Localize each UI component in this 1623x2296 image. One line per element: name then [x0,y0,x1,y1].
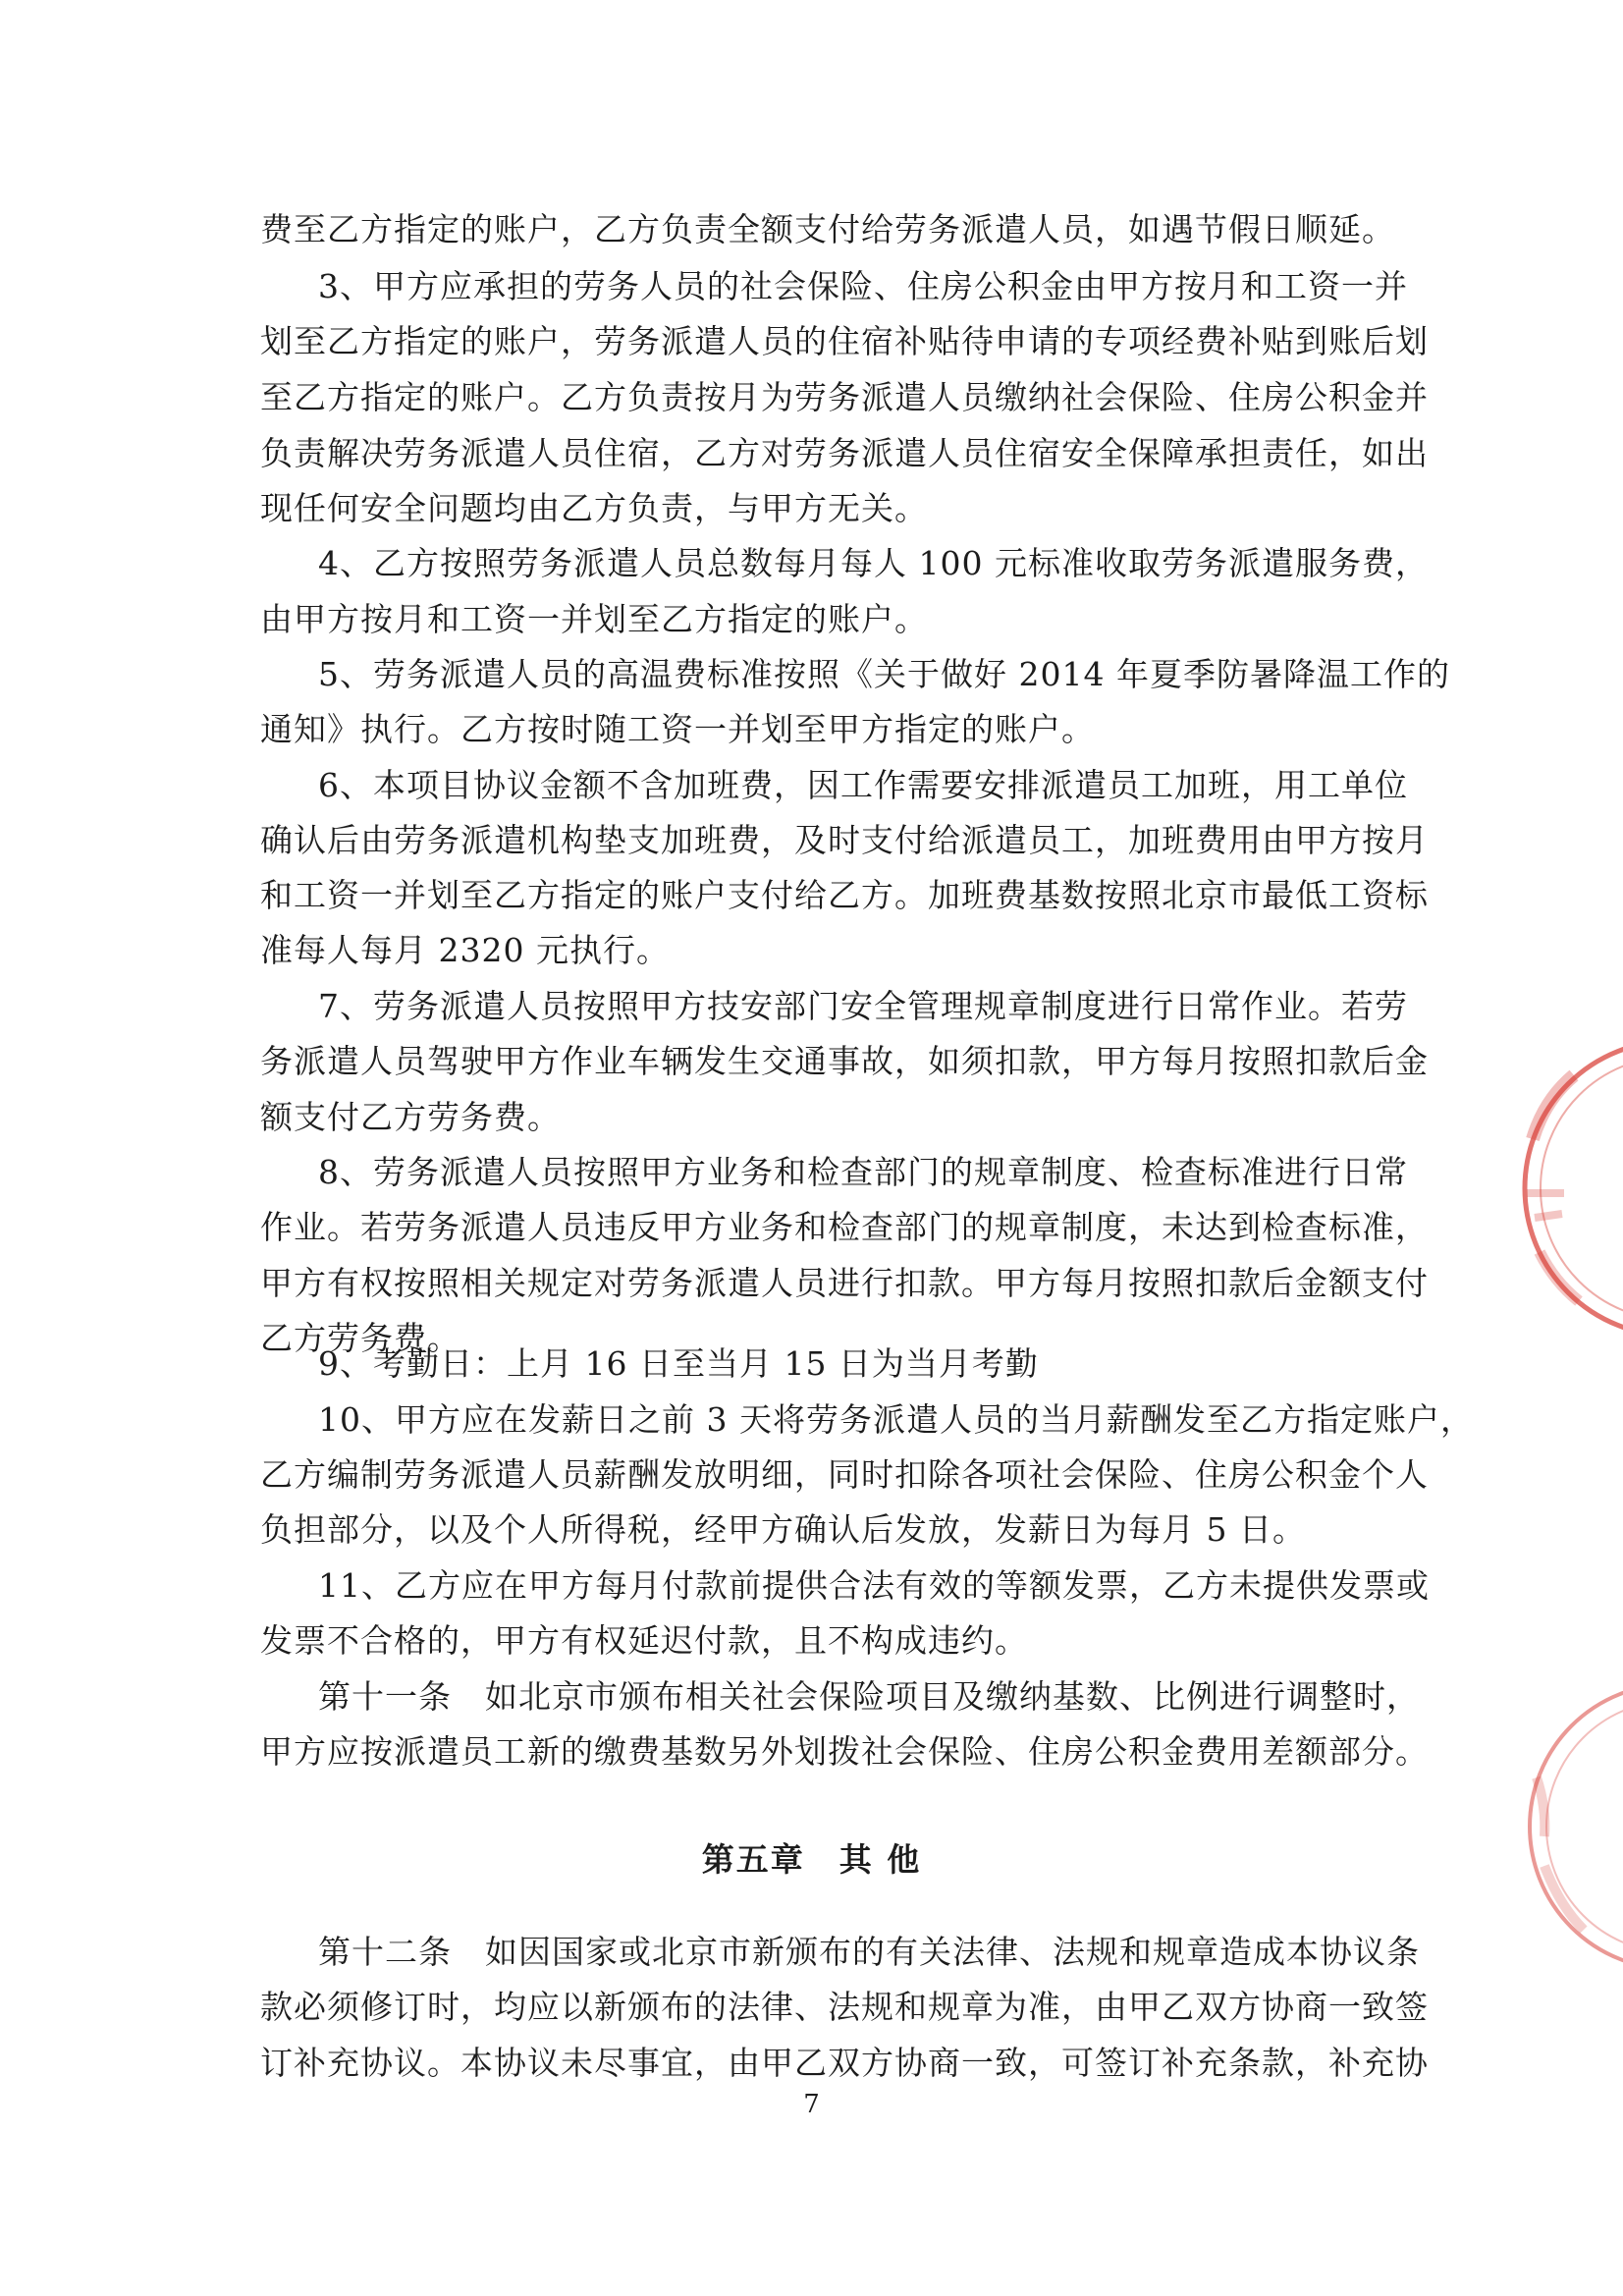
text-line: 务派遣人员驾驶甲方作业车辆发生交通事故，如须扣款，甲方每月按照扣款后金 [260,1042,1429,1080]
page-number: 7 [803,2090,820,2119]
text-line: 费至乙方指定的账户，乙方负责全额支付给劳务派遣人员，如遇节假日顺延。 [260,210,1395,248]
seal-stamp [1505,1669,1623,1984]
text-line: 划至乙方指定的账户，劳务派遣人员的住宿补贴待申请的专项经费补贴到账后划 [260,322,1429,360]
chapter-heading: 第五章 其 他 [701,1840,922,1879]
text-line: 第十一条 如北京市颁布相关社会保险项目及缴纳基数、比例进行调整时， [318,1677,1420,1716]
text-line: 通知》执行。乙方按时随工资一并划至甲方指定的账户。 [260,710,1095,748]
text-line: 乙方劳务费。 [260,1319,460,1357]
text-line: 6、本项目协议金额不含加班费，因工作需要安排派遣员工加班，用工单位 [318,766,1408,804]
text-line: 确认后由劳务派遣机构垫支加班费，及时支付给派遣员工，加班费用由甲方按月 [260,821,1429,859]
text-line: 4、乙方按照劳务派遣人员总数每月每人 100 元标准收取劳务派遣服务费， [318,544,1429,582]
text-line: 至乙方指定的账户。乙方负责按月为劳务派遣人员缴纳社会保险、住房公积金并 [260,378,1429,416]
text-line: 发票不合格的，甲方有权延迟付款，且不构成违约。 [260,1621,1028,1660]
text-line: 7、劳务派遣人员按照甲方技安部门安全管理规章制度进行日常作业。若劳 [318,987,1408,1025]
text-line: 3、甲方应承担的劳务人员的社会保险、住房公积金由甲方按月和工资一并 [318,267,1408,305]
text-line: 订补充协议。本协议未尽事宜，由甲乙双方协商一致，可签订补充条款，补充协 [260,2044,1429,2082]
text-line: 款必须修订时，均应以新颁布的法律、法规和规章为准，由甲乙双方协商一致签 [260,1988,1429,2026]
text-line: 由甲方按月和工资一并划至乙方指定的账户。 [260,600,928,638]
text-line: 现任何安全问题均由乙方负责，与甲方无关。 [260,489,928,527]
text-line: 5、劳务派遣人员的高温费标准按照《关于做好 2014 年夏季防暑降温工作的 [318,655,1450,693]
text-line: 甲方应按派遣员工新的缴费基数另外划拨社会保险、住房公积金费用差额部分。 [260,1732,1429,1771]
text-line: 11、乙方应在甲方每月付款前提供合法有效的等额发票，乙方未提供发票或 [318,1566,1430,1605]
text-line: 9、考勤日：上月 16 日至当月 15 日为当月考勤 [318,1344,1039,1383]
text-line: 和工资一并划至乙方指定的账户支付给乙方。加班费基数按照北京市最低工资标 [260,876,1429,914]
text-line: 甲方有权按照相关规定对劳务派遣人员进行扣款。甲方每月按照扣款后金额支付 [260,1264,1429,1302]
text-line: 额支付乙方劳务费。 [260,1098,561,1136]
text-line: 第十二条 如因国家或北京市新颁布的有关法律、法规和规章造成本协议条 [318,1933,1420,1971]
text-line: 负担部分，以及个人所得税，经甲方确认后发放，发薪日为每月 5 日。 [260,1510,1306,1549]
text-line: 作业。若劳务派遣人员违反甲方业务和检查部门的规章制度，未达到检查标准， [260,1208,1429,1246]
text-line: 负责解决劳务派遣人员住宿，乙方对劳务派遣人员住宿安全保障承担责任，如出 [260,434,1429,472]
text-line: 准每人每月 2320 元执行。 [260,931,670,969]
text-line: 10、甲方应在发薪日之前 3 天将劳务派遣人员的当月薪酬发至乙方指定账户， [318,1400,1474,1439]
text-line: 乙方编制劳务派遣人员薪酬发放明细，同时扣除各项社会保险、住房公积金个人 [260,1455,1429,1494]
text-line: 8、劳务派遣人员按照甲方业务和检查部门的规章制度、检查标准进行日常 [318,1153,1408,1191]
seal-stamp [1505,1021,1623,1355]
